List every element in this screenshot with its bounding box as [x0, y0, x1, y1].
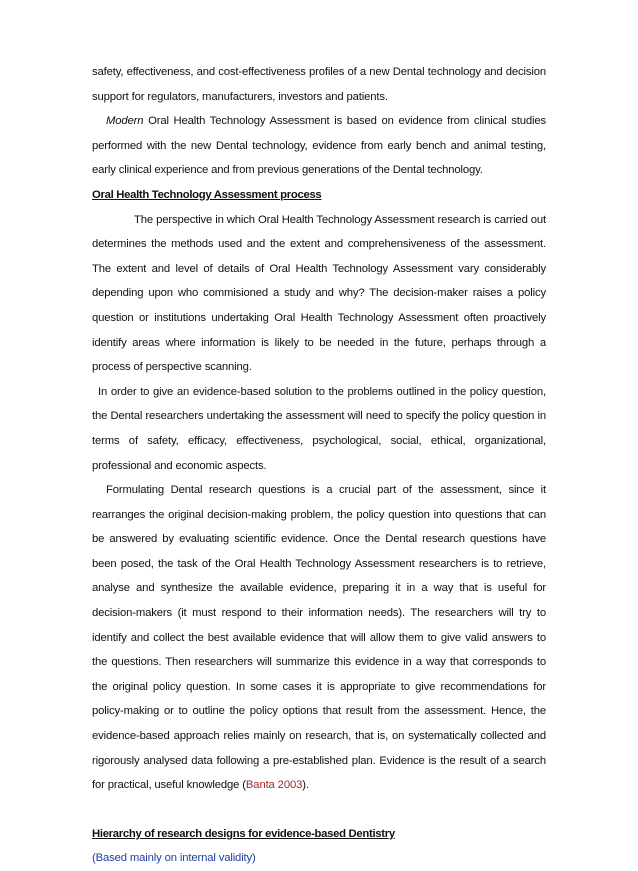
paragraph-perspective: The perspective in which Oral Health Technology Assessment research is carried out determines the methods used and the extent and comprehensiveness of the assessment. The extent and level of details of Oral Health Technology Assessment vary considerably depending upon who commisioned a study and why? The decision-maker raises a policy question or institutions undertaking Oral Health Technology Assessment often proactively identify areas where information is likely to be needed in the future, perhaps through a process of perspective scanning. [92, 213, 546, 374]
paragraph-safety-profiles: safety, effectiveness, and cost-effectiveness profiles of a new Dental technology and decision support for regulators, manufacturers, investors and patients. [92, 66, 546, 103]
paragraph-evidence-solution: In order to give an evidence-based solution to the problems outlined in the policy question, the Dental researchers undertaking the assessment will need to specify the policy question in terms of safety, efficacy, effectiveness, psychological, social, ethical, organizational, professional and economic aspects. [92, 385, 546, 472]
paragraph-formulating-text: Formulating Dental research questions is a crucial part of the assessment, since it rearranges the original decision-making problem, the policy question into questions that can be answered by evaluating scientific evidence. Once the Dental research questions have been posed, the task of the Oral Health Technology Assessment researchers is to retrieve, analyse and synthesize the available evidence, preparing it in a way that is useful for decision-makers (it must respond to their information needs). The researchers will try to identify and collect the best available evidence that will allow them to give valid answers to the questions. Then researchers will summarize this evidence in a way that corresponds to the original policy question. In some cases it is appropriate to give recommendations for policy-making or to outline the policy options that result from the assessment. Hence, the evidence-based approach relies mainly on research, that is, on systematically collected and rigorously analysed data following a pre-established plan. Evidence is the result of a search for practical, useful knowledge ( [92, 484, 546, 792]
subheading-internal-validity: (Based mainly on internal validity) [92, 852, 256, 865]
paragraph-formulating-questions [92, 478, 546, 798]
document-page [92, 60, 546, 871]
heading-ohta-process: Oral Health Technology Assessment process [92, 188, 322, 201]
paragraph-formulating-end: ). [302, 779, 309, 792]
emphasis-modern: Modern [106, 115, 144, 128]
heading-hierarchy: Hierarchy of research designs for evidence-based Dentistry [92, 827, 395, 840]
paragraph-modern-text: Oral Health Technology Assessment is based on evidence from clinical studies performed with the new Dental technology, evidence from early bench and animal testing, early clinical experience and from previous generations of the Dental technology. [92, 115, 546, 177]
citation-link[interactable]: Banta 2003 [245, 779, 303, 792]
paragraph-modern-ohta [92, 109, 546, 183]
